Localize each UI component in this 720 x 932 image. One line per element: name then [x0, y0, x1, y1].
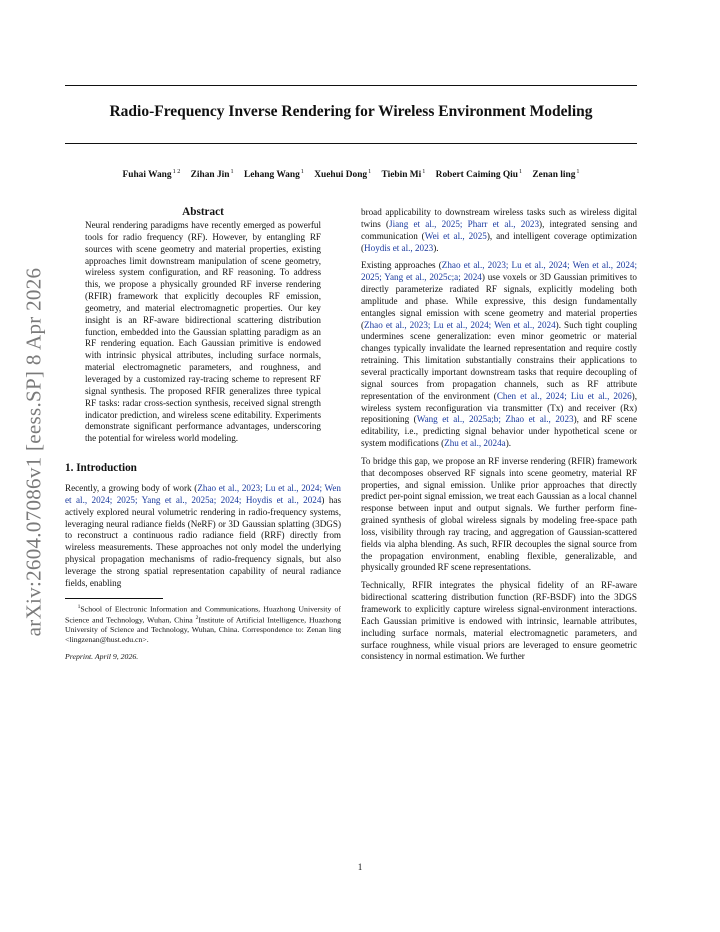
title-top-rule: [65, 85, 637, 86]
author-list: [65, 166, 637, 181]
author: Lehang Wang$^1$: [243, 168, 304, 181]
citation-link[interactable]: Zhu et al., 2024a: [444, 438, 506, 449]
citation-link[interactable]: Zhao et al., 2023; Lu et al., 2024; Wen et al., 2024; 2025; Yang et al., 2025a; 2024; Hoydis et al., 2024: [65, 483, 341, 505]
author: Robert Caiming Qiu$^1$: [435, 168, 523, 181]
citation-link[interactable]: Wei et al., 2025: [424, 230, 487, 241]
affiliation-footnote: $^1$School of Electronic Information and Communications, Huazhong University of Science and Technology, Wuhan, China $^2$Institute of Artificial Intelligence, Huazhong University of Science and Technology, Wuhan, China. Correspondence to: Zenan ling <lingzenan@hust.edu.cn>.: [65, 603, 341, 644]
introduction-heading: 1. Introduction: [65, 462, 137, 475]
citation-link[interactable]: Zhao et al., 2023; Lu et al., 2024; Wen et al., 2024; 2025; Yang et al., 2025c;a; 2024: [361, 260, 637, 283]
citation-link[interactable]: Hoydis et al., 2023: [364, 242, 434, 253]
author: Fuhai Wang$^{1 2}$: [122, 168, 181, 181]
intro-paragraph: Recently, a growing body of work (Zhao et al., 2023; Lu et al., 2024; Wen et al., 2024; 2025; Yang et al., 2025a; 2024; Hoydis et al., 2024) has actively explored neural volumetric rendering in radio-frequency systems, leveraging neural radiance fields (NeRF) or 3D Gaussian splatting (3DGS) to reconstruct a continuous radio radiance field (RRF) directly from wireless measurements. These approaches not only model the underlying physical propagation mechanisms of radio-frequency signals, but also leverage the strong spatial representation capability of neural radiance fields, enabling: [65, 483, 341, 588]
citation-link[interactable]: Wang et al., 2025a;b; Zhao et al., 2023: [416, 414, 574, 425]
paper-title: Radio-Frequency Inverse Rendering for Wireless Environment Modeling: [109, 103, 593, 120]
arxiv-identifier-text: arXiv:2604.07086v1 [eess.SP] 8 Apr 2026: [21, 267, 46, 637]
author: Zihan Jin$^1$: [190, 168, 234, 181]
author: Zenan ling$^1$: [532, 168, 580, 181]
citation-link[interactable]: Jiang et al., 2025; Pharr et al., 2023: [389, 218, 540, 229]
author: Xuehui Dong$^1$: [314, 168, 372, 181]
author: Tiebin Mi$^1$: [381, 168, 426, 181]
footnote-rule: [65, 598, 163, 599]
intro-paragraph: broad applicability to downstream wireless tasks such as wireless digital twins (Jiang et al., 2025; Pharr et al., 2023), integrated sensing and communication (Wei et al., 2025), and intelligent coverage optimization (Hoydis et al., 2023).: [361, 207, 638, 253]
preprint-date: Preprint. April 9, 2026.: [65, 652, 139, 662]
left-column: [65, 205, 341, 662]
arxiv-identifier: [14, 262, 54, 642]
abstract-heading: Abstract: [182, 206, 224, 218]
intro-paragraph: To bridge this gap, we propose an RF inverse rendering (RFIR) framework that decomposes observed RF signals into scene geometry, material RF properties, and signal emission. Unlike prior approaches that directly predict per-point signal emission, we treat each Gaussian as a local channel response between input and output signals. We further perform fine-grained synthesis of global wireless signals by modeling free-space path loss, visibility through ray tracing, and aggregation of Gaussian-scattered fields via alpha blending. As such, RFIR decouples the signal source from the propagation environment, enabling flexible, generalizable, and physically grounded RF scene representations.: [361, 455, 637, 573]
page-number: 1: [357, 862, 363, 872]
title-bottom-rule: [65, 143, 637, 144]
intro-paragraph: Technically, RFIR integrates the physical fidelity of an RF-aware bidirectional scattering distribution function (RF-BSDF) into the 3DGS framework to explicitly capture wireless signal-environment interactions. Each Gaussian primitive is endowed with intrinsic, learnable attributes, including surface normals, material electromagnetic parameters, and surface roughness, while visual priors are leveraged to ensure geometric consistency in normal estimation. We further: [361, 580, 637, 662]
right-column: [361, 207, 637, 669]
abstract-text: Neural rendering paradigms have recently emerged as powerful tools for radio frequency (RF). However, by entangling RF sources with scene geometry and material properties, existing approaches limit downstream manipulation of scene geometry, wireless system configuration, and RF reasoning. To address this, we propose a physically grounded RF inverse rendering (RFIR) framework that explicitly decouples RF emission, geometry, and material electromagnetic properties. Our key insight is an RF-aware bidirectional scattering distribution function, embedded into the Gaussian splatting paradigm as an RF rendering equation. Each Gaussian primitive is endowed with intrinsic physical attributes, including surface normals, material electromagnetic parameters, and roughness, and leveraged by a customized ray-tracing scheme to represent RF signal synthesis. The proposed RFIR generalizes three typical RF tasks: radar cross-section synthesis, received signal strength indicator prediction, and wireless scene editability. Experiments demonstrate significant performance advantages, underscoring the potential for wireless world modeling.: [85, 220, 321, 444]
intro-paragraph: Existing approaches (Zhao et al., 2023; Lu et al., 2024; Wen et al., 2024; 2025; Yang et al., 2025c;a; 2024) use voxels or 3D Gaussian primitives to directly parameterize radiated RF signals, explicitly modeling both amplitude and phase. While expressive, this design fundamentally entangles signal emission with scene geometry and material properties (Zhao et al., 2023; Lu et al., 2024; Wen et al., 2024). Such tight coupling undermines scene generalization: even minor geometric or material changes typically invalidate the learned representation and require costly retraining. This limitation substantially constrains their applications to several practically important downstream tasks that require decoupling of signal sources from propagation channels, such as RF attribute representation of the environment (Chen et al., 2024; Liu et al., 2026), wireless system reconfiguration via transmitter (Tx) and receiver (Rx) repositioning (Wang et al., 2025a;b; Zhao et al., 2023), and RF scene editability, i.e., predicting signal behavior under hypothetical scene or system modifications (Zhu et al., 2024a).: [361, 260, 638, 449]
citation-link[interactable]: Zhao et al., 2023; Lu et al., 2024; Wen et al., 2024: [364, 319, 556, 330]
citation-link[interactable]: Chen et al., 2024; Liu et al., 2026: [496, 390, 632, 401]
